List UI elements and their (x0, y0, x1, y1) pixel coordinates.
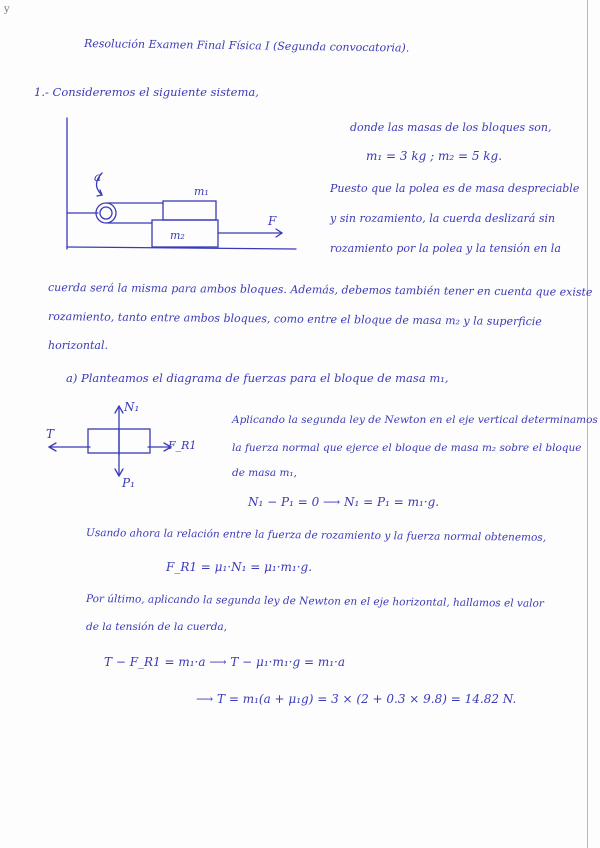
newton-line-1: Aplicando la segunda ley de Newton en el eje vertical determinamos (232, 414, 598, 426)
equation-normal-force: N₁ − P₁ = 0 ⟶ N₁ = P₁ = m₁·g. (248, 495, 440, 509)
diagram-label-m2: m₂ (170, 229, 185, 242)
block-m1 (163, 201, 216, 220)
fbd-label-P: P₁ (122, 476, 135, 490)
block-m2 (152, 220, 218, 247)
diagram-label-F: F (268, 214, 277, 228)
paragraph-line-2: y sin rozamiento, la cuerda deslizará sin (330, 212, 556, 225)
paragraph-line-4: cuerda será la misma para ambos bloques. Además, debemos también tener en cuenta que existe (47, 281, 593, 299)
last-line-1: Por último, aplicando la segunda ley de Newton en el eje horizontal, hallamos el valor (85, 593, 544, 610)
problem-heading: 1.- Consideremos el siguiente sistema, (34, 85, 259, 99)
corner-mark: y (4, 4, 10, 15)
part-a-heading: a) Planteamos el diagrama de fuerzas para el bloque de masa m₁, (66, 371, 449, 385)
paragraph-line-6: horizontal. (48, 339, 108, 352)
pulley-circle (96, 203, 116, 223)
newton-line-2: la fuerza normal que ejerce el bloque de masa m₂ sobre el bloque (232, 442, 582, 454)
page-title: Resolución Examen Final Física I (Segunda convocatoria). (83, 37, 410, 55)
equation-friction-force: F_R1 = μ₁·N₁ = μ₁·m₁·g. (166, 560, 313, 574)
masses-line-1: donde las masas de los bloques son, (350, 121, 552, 134)
diagram-label-m1: m₁ (194, 185, 209, 198)
last-line-2: de la tensión de la cuerda, (86, 621, 228, 633)
equation-tension-2: ⟶ T = m₁(a + μ₁g) = 3 × (2 + 0.3 × 9.8) = 14.82 N. (196, 692, 517, 706)
paragraph-line-3: rozamiento por la polea y la tensión en la (330, 242, 561, 255)
fbd-label-F: F_R1 (168, 439, 197, 452)
diagram-label-a: a (94, 170, 102, 184)
newton-line-3: de masa m₁, (232, 467, 297, 479)
masses-line-2: m₁ = 3 kg ; m₂ = 5 kg. (366, 149, 503, 163)
paragraph-line-1: Puesto que la polea es de masa despreciable (330, 182, 580, 195)
paragraph-line-5: rozamiento, tanto entre ambos bloques, como entre el bloque de masa m₂ y la superficie (47, 310, 542, 329)
friction-relation-line: Usando ahora la relación entre la fuerza de rozamiento y la fuerza normal obtenemos, (85, 527, 547, 544)
system-diagram (60, 115, 310, 255)
equation-tension-1: T − F_R1 = m₁·a ⟶ T − μ₁·m₁·g = m₁·a (104, 655, 345, 669)
fbd-label-T: T (46, 427, 55, 441)
fbd-label-N: N₁ (124, 400, 140, 414)
